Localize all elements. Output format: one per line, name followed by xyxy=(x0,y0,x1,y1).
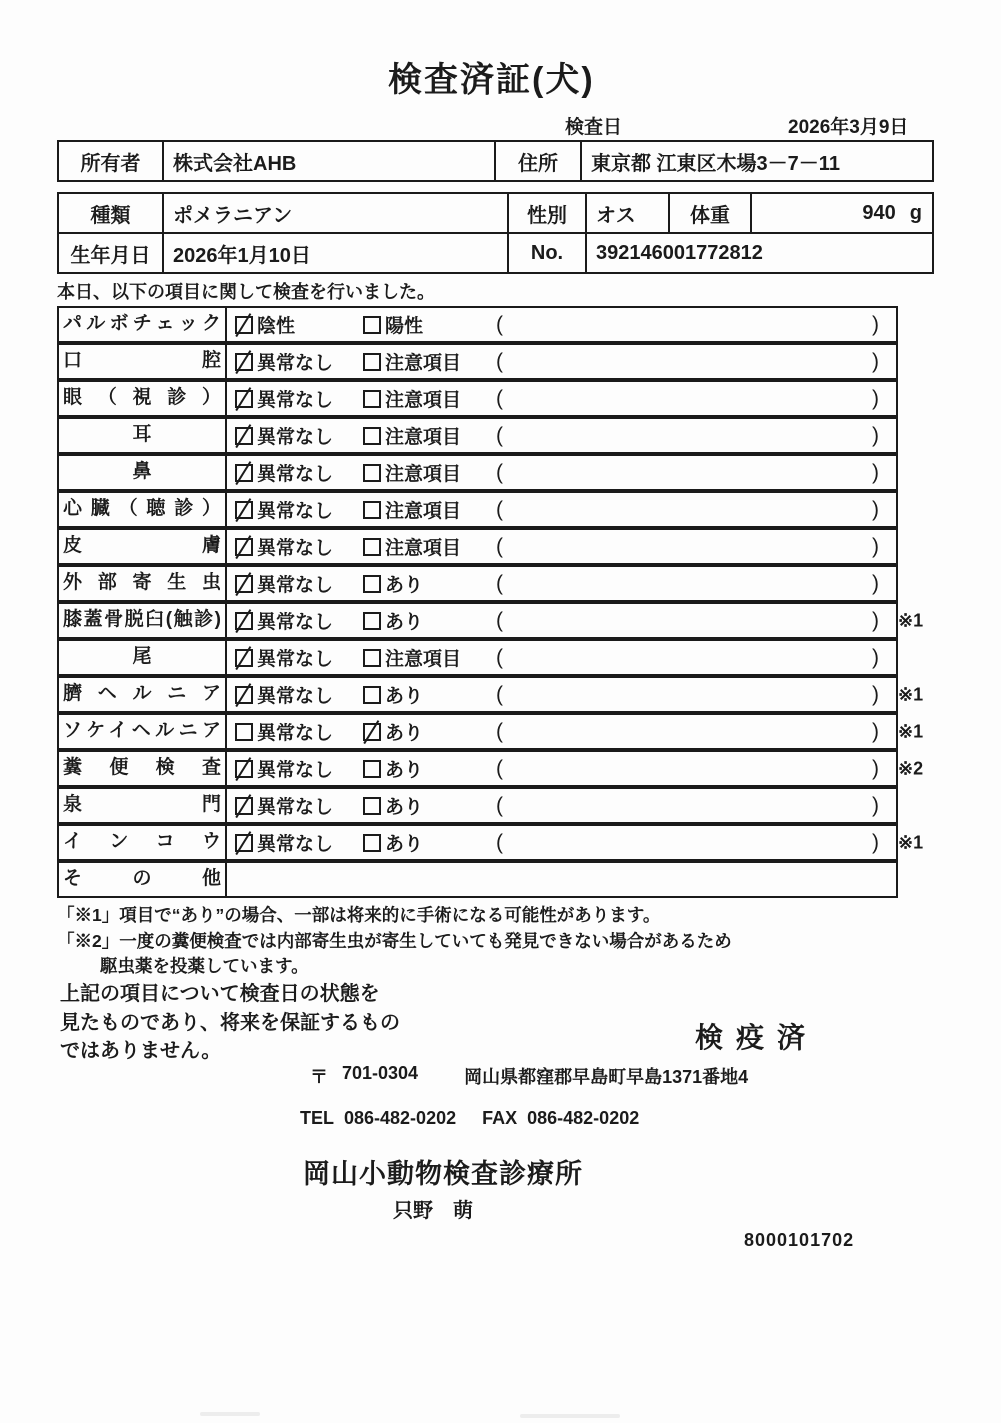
opt2-checkbox xyxy=(363,538,381,556)
opt1-label: 異常なし xyxy=(257,427,334,448)
opt1-label: 異常なし xyxy=(257,760,334,781)
option-abnormal xyxy=(363,644,496,671)
opt2-label: 陽性 xyxy=(385,316,424,337)
row-label: 泉門 xyxy=(59,789,227,822)
row-label: インコウ xyxy=(59,826,227,859)
opt1-label: 異常なし xyxy=(257,797,334,818)
checklist-row xyxy=(57,565,898,602)
opt1-label: 異常なし xyxy=(257,538,334,559)
paren-close-icon: ) xyxy=(872,682,879,706)
opt1-label: 異常なし xyxy=(257,649,334,670)
opt2-checkbox xyxy=(363,649,381,667)
tel-number: 086-482-0202 xyxy=(344,1108,457,1128)
option-normal xyxy=(235,718,363,745)
row-note: ※2 xyxy=(898,758,924,778)
opt2-checkbox xyxy=(363,464,381,482)
opt2-label: 注意項目 xyxy=(385,390,462,411)
breed-value: ポメラニアン xyxy=(162,194,507,232)
checklist-row xyxy=(57,306,898,343)
row-content xyxy=(227,419,896,452)
option-abnormal xyxy=(363,496,496,523)
checklist-table xyxy=(57,306,924,898)
veterinarian-name: 只野 萌 xyxy=(393,1200,473,1222)
checklist-row xyxy=(57,676,924,713)
option-normal xyxy=(235,570,363,597)
paren-open-icon: ( xyxy=(496,460,503,484)
weight-value: 940 xyxy=(862,201,896,224)
checklist-row xyxy=(57,417,898,454)
checklist-row xyxy=(57,750,924,787)
owner-address-label: 住所 xyxy=(494,142,580,180)
checklist-row xyxy=(57,343,898,380)
paren-open-icon: ( xyxy=(496,682,503,706)
option-abnormal xyxy=(363,385,496,412)
opt2-label: あり xyxy=(385,686,424,707)
opt1-label: 異常なし xyxy=(257,686,334,707)
row-content xyxy=(227,345,896,378)
paren-open-icon: ( xyxy=(496,571,503,595)
tel-label: TEL xyxy=(300,1108,334,1128)
owner-value: 株式会社AHB xyxy=(162,142,494,180)
clinic-tel-line xyxy=(300,1108,639,1129)
document-code: 8000101702 xyxy=(744,1230,855,1250)
opt1-checkbox xyxy=(235,538,253,556)
option-normal xyxy=(235,496,363,523)
row-note: ※1 xyxy=(898,721,924,741)
opt1-checkbox xyxy=(235,834,253,852)
disclaimer-line-3: ではありません。 xyxy=(60,1040,222,1062)
row-label: 皮膚 xyxy=(59,530,227,563)
row-note: ※1 xyxy=(898,610,924,630)
inspection-date-value: 2026年3月9日 xyxy=(788,117,909,138)
opt1-checkbox xyxy=(235,686,253,704)
fax-number: 086-482-0202 xyxy=(527,1108,640,1128)
clinic-name: 岡山小動物検査診療所 xyxy=(303,1159,583,1189)
owner-label: 所有者 xyxy=(80,152,141,175)
option-abnormal xyxy=(363,718,496,745)
paren-close-icon: ) xyxy=(872,608,879,632)
option-abnormal xyxy=(363,829,496,856)
option-normal xyxy=(235,829,363,856)
number-value: 392146001772812 xyxy=(585,234,932,272)
row-content xyxy=(227,456,896,489)
footnote-2: 「※2」一度の糞便検査では内部寄生虫が寄生していても発見できない場合があるため xyxy=(57,931,732,951)
opt1-checkbox xyxy=(235,427,253,445)
option-abnormal xyxy=(363,348,496,375)
disclaimer-text xyxy=(60,980,400,1066)
footnote-1: 「※1」項目で“あり”の場合、一部は将来的に手術になる可能性があります。 xyxy=(57,905,661,925)
opt1-checkbox xyxy=(235,353,253,371)
opt2-label: あり xyxy=(385,797,424,818)
birthdate-label: 生年月日 xyxy=(70,244,151,267)
paren-open-icon: ( xyxy=(496,793,503,817)
scan-artifact xyxy=(200,1412,260,1416)
paren-close-icon: ) xyxy=(872,386,879,410)
paren-close-icon: ) xyxy=(872,460,879,484)
row-label: その他 xyxy=(59,863,227,896)
opt1-label: 異常なし xyxy=(257,834,334,855)
opt2-checkbox xyxy=(363,797,381,815)
row-content xyxy=(227,789,896,822)
row-label: 糞便検査 xyxy=(59,752,227,785)
opt2-checkbox xyxy=(363,686,381,704)
option-abnormal xyxy=(363,311,496,338)
row-content xyxy=(227,863,896,896)
paren-close-icon: ) xyxy=(872,497,879,521)
row-label: ソケイヘルニア xyxy=(59,715,227,748)
opt1-checkbox xyxy=(235,390,253,408)
option-abnormal xyxy=(363,755,496,782)
opt2-checkbox xyxy=(363,353,381,371)
pet-info-table xyxy=(57,192,934,274)
opt1-checkbox xyxy=(235,760,253,778)
opt2-checkbox xyxy=(363,427,381,445)
opt2-checkbox xyxy=(363,723,381,741)
page-title: 検査済証(犬) xyxy=(388,61,595,99)
opt2-checkbox xyxy=(363,612,381,630)
row-label: 眼（視診） xyxy=(59,382,227,415)
opt2-label: 注意項目 xyxy=(385,427,462,448)
option-normal xyxy=(235,792,363,819)
option-normal xyxy=(235,644,363,671)
row-content xyxy=(227,752,896,785)
opt2-checkbox xyxy=(363,501,381,519)
paren-close-icon: ) xyxy=(872,534,879,558)
checklist-row xyxy=(57,528,898,565)
option-normal xyxy=(235,533,363,560)
quarantine-stamp: 検疫済 xyxy=(695,1022,819,1053)
weight-label: 体重 xyxy=(668,194,750,232)
opt2-label: あり xyxy=(385,760,424,781)
opt1-label: 異常なし xyxy=(257,501,334,522)
option-normal xyxy=(235,607,363,634)
checklist-row xyxy=(57,639,898,676)
option-normal xyxy=(235,348,363,375)
disclaimer-line-2: 見たものであり、将来を保証するもの xyxy=(60,1011,400,1034)
disclaimer-line-1: 上記の項目について検査日の状態を xyxy=(60,983,380,1005)
row-content xyxy=(227,493,896,526)
weight-unit: g xyxy=(909,201,922,224)
option-normal xyxy=(235,459,363,486)
row-label: パルボチェック xyxy=(59,308,227,341)
option-abnormal xyxy=(363,459,496,486)
checklist-row xyxy=(57,861,898,898)
paren-close-icon: ) xyxy=(872,719,879,743)
paren-close-icon: ) xyxy=(872,312,879,336)
opt1-checkbox xyxy=(235,501,253,519)
paren-open-icon: ( xyxy=(496,349,503,373)
opt1-label: 異常なし xyxy=(257,612,334,633)
opt1-checkbox xyxy=(235,612,253,630)
option-normal xyxy=(235,681,363,708)
option-abnormal xyxy=(363,607,496,634)
paren-close-icon: ) xyxy=(872,756,879,780)
row-label: 臍ヘルニア xyxy=(59,678,227,711)
opt2-label: 注意項目 xyxy=(385,464,462,485)
option-abnormal xyxy=(363,570,496,597)
option-abnormal xyxy=(363,681,496,708)
opt1-checkbox xyxy=(235,797,253,815)
opt1-checkbox xyxy=(235,649,253,667)
intro-sentence: 本日、以下の項目に関して検査を行いました。 xyxy=(57,282,435,302)
row-content xyxy=(227,308,896,341)
checklist-row xyxy=(57,380,898,417)
inspection-date-label: 検査日 xyxy=(565,117,623,138)
row-content xyxy=(227,604,896,637)
paren-open-icon: ( xyxy=(496,534,503,558)
row-label: 耳 xyxy=(59,419,227,452)
row-label: 口腔 xyxy=(59,345,227,378)
opt2-checkbox xyxy=(363,575,381,593)
option-abnormal xyxy=(363,422,496,449)
row-content xyxy=(227,641,896,674)
opt1-checkbox xyxy=(235,316,253,334)
opt2-label: 注意項目 xyxy=(385,538,462,559)
paren-open-icon: ( xyxy=(496,386,503,410)
opt2-checkbox xyxy=(363,316,381,334)
paren-open-icon: ( xyxy=(496,312,503,336)
paren-open-icon: ( xyxy=(496,830,503,854)
checklist-body xyxy=(57,306,924,898)
row-content xyxy=(227,715,896,748)
paren-close-icon: ) xyxy=(872,349,879,373)
opt1-label: 異常なし xyxy=(257,390,334,411)
checklist-row xyxy=(57,491,898,528)
paren-open-icon: ( xyxy=(496,497,503,521)
opt2-checkbox xyxy=(363,834,381,852)
opt1-label: 陰性 xyxy=(257,316,296,337)
row-note: ※1 xyxy=(898,832,924,852)
postal-mark-icon: 〒 xyxy=(310,1067,328,1087)
owner-table xyxy=(57,140,934,182)
checklist-row xyxy=(57,787,898,824)
checklist-row xyxy=(57,602,924,639)
number-label: No. xyxy=(507,234,585,272)
opt1-label: 異常なし xyxy=(257,723,334,744)
opt2-label: 注意項目 xyxy=(385,353,462,374)
paren-close-icon: ) xyxy=(872,830,879,854)
opt2-checkbox xyxy=(363,390,381,408)
opt2-label: あり xyxy=(385,723,424,744)
fax-label: FAX xyxy=(482,1108,518,1128)
opt2-label: あり xyxy=(385,834,424,855)
opt1-checkbox xyxy=(235,575,253,593)
option-normal xyxy=(235,385,363,412)
opt1-checkbox xyxy=(235,464,253,482)
footnote-2-continued: 駆虫薬を投薬しています。 xyxy=(100,956,309,976)
option-abnormal xyxy=(363,533,496,560)
row-label: 尾 xyxy=(59,641,227,674)
opt1-label: 異常なし xyxy=(257,353,334,374)
clinic-address: 岡山県都窪郡早島町早島1371番地4 xyxy=(464,1067,749,1087)
opt1-checkbox xyxy=(235,723,253,741)
row-content xyxy=(227,530,896,563)
paren-close-icon: ) xyxy=(872,571,879,595)
scan-artifact xyxy=(520,1414,620,1418)
checklist-row xyxy=(57,713,924,750)
option-normal xyxy=(235,755,363,782)
paren-open-icon: ( xyxy=(496,756,503,780)
row-note: ※1 xyxy=(898,684,924,704)
sex-value: オス xyxy=(585,194,668,232)
row-content xyxy=(227,678,896,711)
paren-close-icon: ) xyxy=(872,423,879,447)
postal-code: 701-0304 xyxy=(342,1063,419,1083)
checklist-row xyxy=(57,454,898,491)
option-normal xyxy=(235,311,363,338)
opt2-label: 注意項目 xyxy=(385,649,462,670)
owner-address-value: 東京都 江東区木場3－7－11 xyxy=(580,142,932,180)
paren-open-icon: ( xyxy=(496,645,503,669)
opt2-label: 注意項目 xyxy=(385,501,462,522)
sex-label: 性別 xyxy=(507,194,585,232)
birthdate-value: 2026年1月10日 xyxy=(162,234,507,272)
row-content xyxy=(227,826,896,859)
row-content xyxy=(227,567,896,600)
checklist-row xyxy=(57,824,924,861)
row-label: 膝蓋骨脱臼(触診) xyxy=(59,604,227,637)
paren-close-icon: ) xyxy=(872,793,879,817)
row-label: 心臓（聴診） xyxy=(59,493,227,526)
opt1-label: 異常なし xyxy=(257,464,334,485)
weight-value-cell xyxy=(750,194,932,232)
clinic-postal-line xyxy=(310,1063,748,1089)
breed-label: 種類 xyxy=(90,204,131,227)
opt1-label: 異常なし xyxy=(257,575,334,596)
paren-open-icon: ( xyxy=(496,719,503,743)
opt2-checkbox xyxy=(363,760,381,778)
paren-open-icon: ( xyxy=(496,608,503,632)
row-content xyxy=(227,382,896,415)
opt2-label: あり xyxy=(385,575,424,596)
row-label: 鼻 xyxy=(59,456,227,489)
option-abnormal xyxy=(363,792,496,819)
paren-close-icon: ) xyxy=(872,645,879,669)
opt2-label: あり xyxy=(385,612,424,633)
option-normal xyxy=(235,422,363,449)
paren-open-icon: ( xyxy=(496,423,503,447)
row-label: 外部寄生虫 xyxy=(59,567,227,600)
